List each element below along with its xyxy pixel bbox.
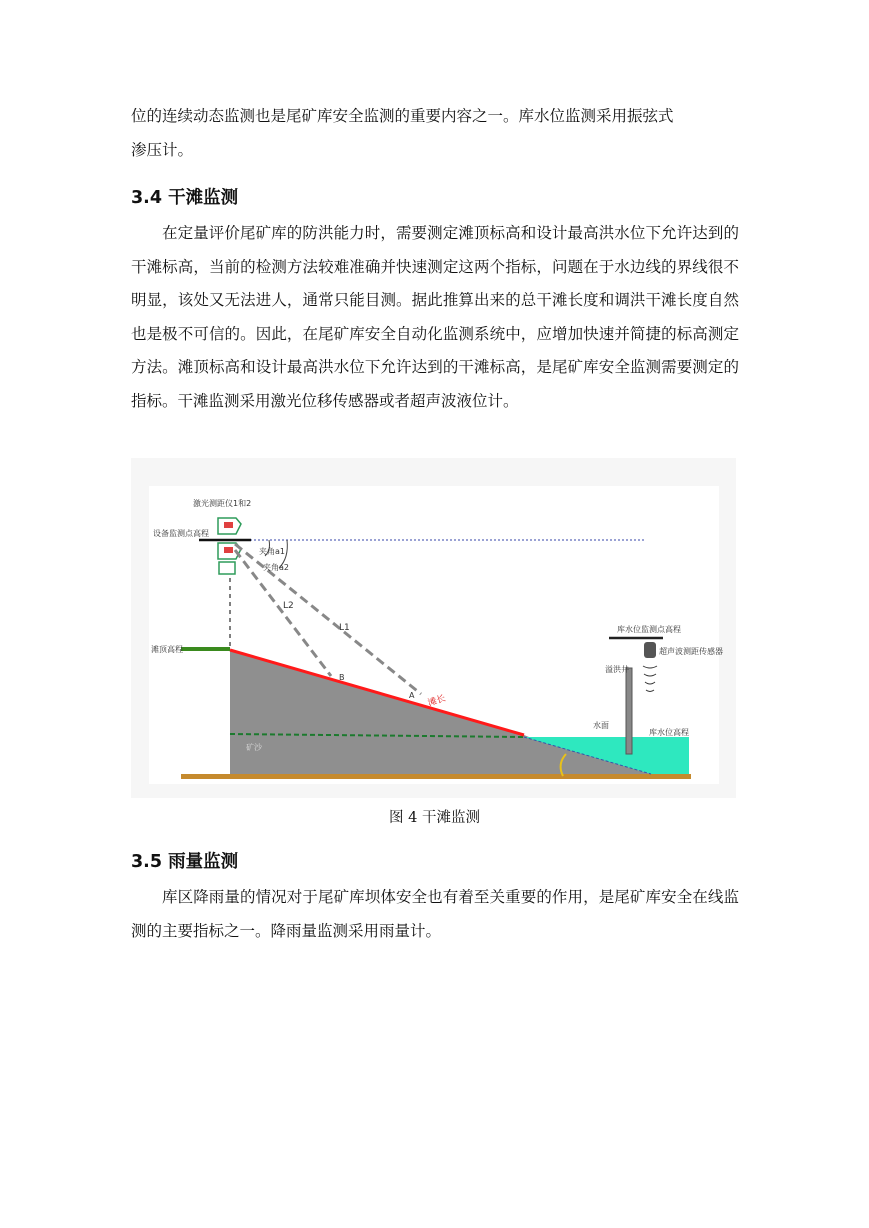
laser-emitter-2 bbox=[224, 547, 233, 553]
label-angle1: 夹角a1 bbox=[259, 547, 285, 556]
label-sand: 矿沙 bbox=[246, 743, 262, 752]
line-1: 位的连续动态监测也是尾矿库安全监测的重要内容之一。库水位监测采用振弦式 bbox=[131, 107, 674, 125]
label-water-surface: 水面 bbox=[593, 721, 609, 730]
laser-emitter-1 bbox=[224, 522, 233, 528]
label-beach-length: 滩长 bbox=[426, 693, 448, 709]
label-water-level: 库水位高程 bbox=[649, 728, 689, 737]
label-device-point: 设备监测点高程 bbox=[153, 529, 209, 538]
spillway-pipe bbox=[626, 668, 632, 754]
label-laser: 激光测距仪1和2 bbox=[193, 499, 252, 508]
paragraph-dry-beach: 在定量评价尾矿库的防洪能力时，需要测定滩顶标高和设计最高洪水位下允许达到的干滩标高，当前的检测方法较难准确并快速测定这两个指标，问题在于水边线的界线很不明显，该处又无法进人，通常只能目测。据此推算出来的总干滩长度和调洪干滩长度自然也是极不可信的。因此，在尾矿库安全自动化监测系统中，应增加快速并简捷的标高测定方法。滩顶标高和设计最高洪水位下允许达到的干滩标高，是尾矿库安全监测需要测定的指标。干滩监测采用激光位移传感器或者超声波液位计。 bbox=[131, 224, 739, 410]
paragraph-continuation bbox=[131, 100, 739, 167]
label-point-a: A bbox=[409, 691, 415, 700]
dry-beach-diagram bbox=[131, 458, 736, 798]
section-heading-3-5: 3.5 雨量监测 bbox=[131, 852, 239, 872]
label-beach-top: 滩顶高程 bbox=[151, 645, 183, 654]
label-water-point: 库水位监测点高程 bbox=[617, 625, 681, 634]
ground-line bbox=[181, 774, 691, 779]
label-l1: L1 bbox=[339, 623, 350, 633]
label-l2: L2 bbox=[283, 601, 294, 611]
label-point-b: B bbox=[339, 673, 345, 682]
beach-top-marker bbox=[181, 647, 230, 651]
label-spillway: 溢洪井 bbox=[605, 665, 629, 674]
ultrasonic-sensor bbox=[644, 642, 656, 658]
section-heading-3-4: 3.4 干滩监测 bbox=[131, 188, 239, 208]
figure-caption: 图 4 干滩监测 bbox=[389, 810, 480, 826]
figure-dry-beach-monitoring bbox=[131, 458, 736, 798]
label-ultrasonic: 超声波测距传感器 bbox=[659, 647, 723, 656]
paragraph-rainfall: 库区降雨量的情况对于尾矿库坝体安全也有着至关重要的作用，是尾矿库安全在线监测的主要指标之一。降雨量监测采用雨量计。 bbox=[131, 888, 739, 940]
label-angle2: 夹角a2 bbox=[263, 563, 289, 572]
line-2: 渗压计。 bbox=[131, 140, 194, 159]
